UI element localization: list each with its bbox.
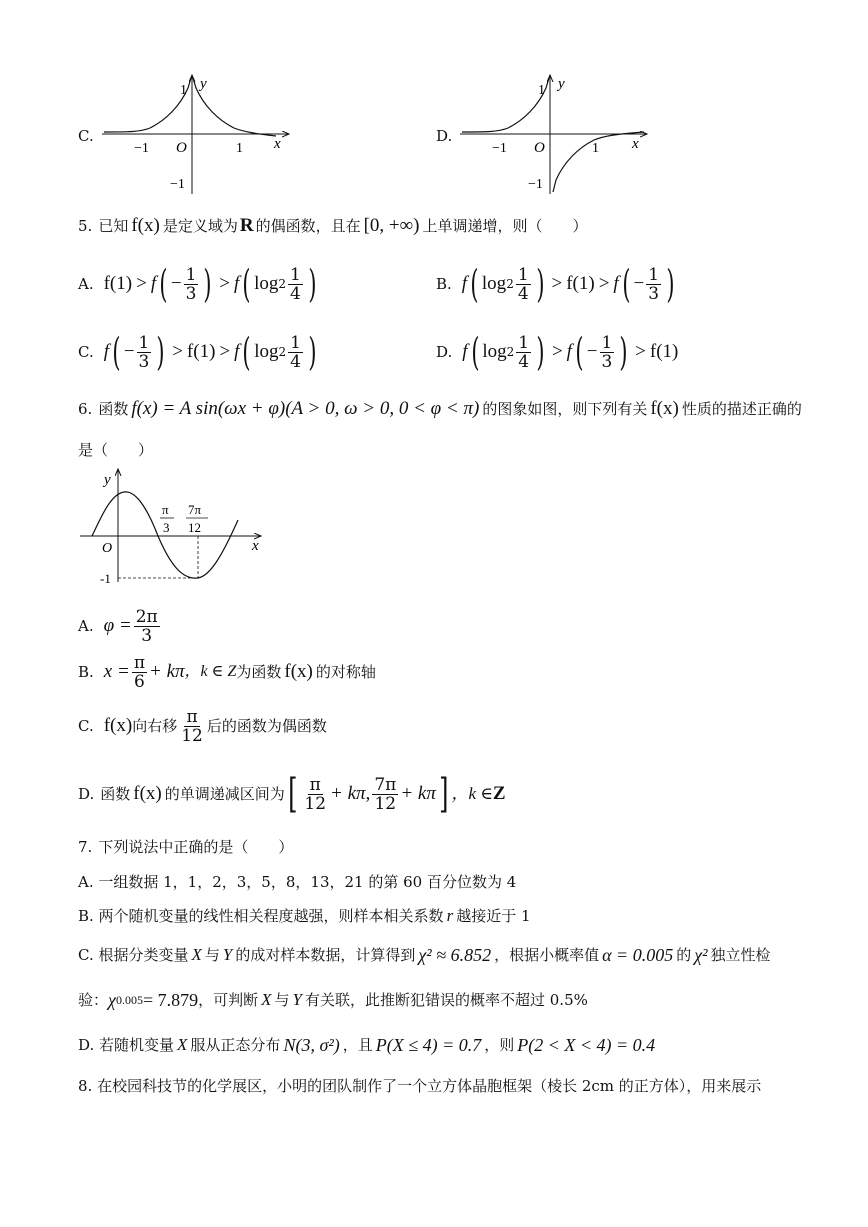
fraction-one-fourth: $\frac{1}{4}$ <box>290 264 301 304</box>
normal-distribution: N(3, σ²) <box>283 1035 340 1055</box>
neg-one-x-label: −1 <box>134 141 149 156</box>
q6-text-c: 性质的描述正确的 <box>681 400 802 418</box>
chi-subscript: 0.005 <box>115 993 143 1007</box>
critical-value: = 7.879 <box>142 990 199 1010</box>
q6-graph <box>78 464 268 588</box>
q7-option-d[interactable] <box>78 1032 658 1058</box>
option-letter: D. <box>436 343 453 361</box>
fx: f(x) <box>650 398 679 419</box>
log: log <box>481 273 507 294</box>
fraction-pi-twelfth: $\frac{\pi}{12}$ <box>181 706 203 746</box>
one-y-label: 1 <box>180 83 187 98</box>
plus-k-pi: + kπ <box>400 783 436 804</box>
real-set: R <box>239 215 254 236</box>
plus-k-pi: + kπ <box>149 661 185 682</box>
option-letter: A. <box>78 617 94 635</box>
neg-one-y-label: −1 <box>528 177 543 192</box>
var-y: Y <box>292 990 302 1009</box>
q6-text-a: 函数 <box>98 400 129 418</box>
f: f <box>461 273 468 294</box>
probability-2: P(2 < X < 4) = 0.4 <box>517 1035 656 1055</box>
neg-one-x-label: −1 <box>492 141 507 156</box>
gt: > <box>219 273 231 294</box>
gt: > <box>598 273 610 294</box>
gt: > <box>219 341 231 362</box>
chi-square-value: χ² ≈ 6.852 <box>418 945 492 965</box>
q6-stem-line2: 是（ ） <box>78 441 154 459</box>
question-number: 7. <box>78 838 93 856</box>
q7-c-text-c: ，根据小概率值 <box>494 946 600 964</box>
f-one: f(1) <box>186 341 216 362</box>
q5-text-c: 的偶函数，且在 <box>255 217 361 235</box>
q6-c-text: 向右移 <box>132 717 178 735</box>
q7-option-c-line1[interactable] <box>78 942 771 968</box>
q5-stem <box>78 214 588 238</box>
fx: f(x) <box>284 661 313 682</box>
q7-b-text-a: B. 两个随机变量的线性相关程度越强，则样本相关系数 <box>78 907 444 925</box>
q6-d-mid: 的单调递减区间为 <box>164 785 285 803</box>
q6-text-b: 的图象如图，则下列有关 <box>482 400 648 418</box>
alpha-value: α = 0.005 <box>602 945 674 965</box>
q5-option-d[interactable]: D. f ( log 2 $\frac{1}{4}$ ) > f ( − $\frac{1}{3}$ ) > f(1) <box>436 330 679 374</box>
option-letter: B. <box>436 275 452 293</box>
f-one: f(1) <box>103 273 133 294</box>
q5-option-b[interactable]: B. f ( log 2 $\frac{1}{4}$ ) > f(1) > f ( − $\frac{1}{3}$ ) <box>436 262 675 306</box>
fraction-one-third: $\frac{1}{3}$ <box>138 332 150 372</box>
q7-option-a[interactable]: A. 一组数据 1，1，2，3，5，8，13，21 的第 60 百分位数为 4 <box>78 873 517 891</box>
chi: χ <box>108 990 116 1010</box>
q4-graph-d <box>456 70 656 196</box>
f: f <box>462 341 468 362</box>
var-x: X <box>261 990 272 1009</box>
gt: > <box>635 341 646 362</box>
q7-d-text-b: 服从正态分布 <box>190 1036 281 1054</box>
gt: > <box>551 341 563 362</box>
gt: > <box>551 273 563 294</box>
f: f <box>613 273 619 294</box>
q6-option-a[interactable] <box>78 604 162 648</box>
q6-formula: f(x) = A sin(ωx + φ)(A > 0, ω > 0, 0 < φ < π) <box>131 398 480 419</box>
fx: f(x) <box>133 783 162 804</box>
q7-c-text-d: 的 <box>676 946 692 964</box>
f: f <box>234 273 240 294</box>
q5-text-d: 上单调递增，则（ ） <box>422 217 588 235</box>
var-x: X <box>191 945 202 964</box>
twelve-label: 12 <box>188 520 201 535</box>
chi-square: χ² <box>694 945 708 965</box>
q6-b-end: 的对称轴 <box>315 663 376 681</box>
x-label: x <box>632 136 639 152</box>
x-label: x <box>274 136 281 152</box>
option-letter: C. <box>78 717 94 735</box>
minus: − <box>123 341 135 362</box>
fraction-pi-sixth: $\frac{\pi}{6}$ <box>133 652 145 692</box>
q7-stem <box>78 836 293 858</box>
seven-pi-label: 7π <box>188 502 202 517</box>
q7-c2-text-a: 验： <box>78 991 109 1009</box>
fraction-pi-twelfth: $\frac{\pi}{12}$ <box>304 774 327 814</box>
q6-c-end: 后的函数为偶函数 <box>206 717 327 735</box>
one-x-label: 1 <box>236 141 243 156</box>
fx: f(x) <box>103 715 133 736</box>
q7-c-text-b: 的成对样本数据，计算得到 <box>235 946 416 964</box>
f: f <box>234 341 240 362</box>
q5-option-c[interactable]: C. f ( − $\frac{1}{3}$ ) > f(1) > f ( log 2 $\frac{1}{4}$ ) <box>78 330 317 374</box>
y-label: y <box>104 472 111 488</box>
k-in: ，k ∈ <box>451 784 493 803</box>
q7-d-text-a: D. 若随机变量 <box>78 1036 175 1054</box>
one-y-label: 1 <box>538 83 545 98</box>
fraction-one-third: $\frac{1}{3}$ <box>185 264 197 304</box>
interval: [0, +∞) <box>363 215 420 236</box>
f: f <box>150 273 157 294</box>
x-label: x <box>252 538 259 554</box>
origin-label: O <box>534 140 545 156</box>
fraction-two-pi-third: $\frac{2\pi}{3}$ <box>135 606 158 646</box>
var-r: r <box>446 906 454 925</box>
neg-one-y-label: −1 <box>170 177 185 192</box>
curve-left <box>104 78 191 132</box>
minus: − <box>633 273 645 294</box>
y-label: y <box>558 76 565 92</box>
k-in-z: ，k ∈ Z <box>184 663 237 680</box>
curve-left <box>462 78 549 132</box>
phi-eq: φ = <box>103 615 132 636</box>
f-one: f(1) <box>649 341 679 362</box>
question-number: 6. <box>78 400 93 418</box>
q5-text-a: 已知 <box>98 217 129 235</box>
q5-option-a[interactable]: A. f(1) > f ( − $\frac{1}{3}$ ) > f ( log 2 $\frac{1}{4}$ ) <box>78 262 317 306</box>
one-x-label: 1 <box>592 141 599 156</box>
q7-d-text-d: ，则 <box>484 1036 515 1054</box>
q7-c2-text-b: ，可判断 <box>198 991 259 1009</box>
f: f <box>103 341 109 362</box>
fraction-one-fourth: $\frac{1}{4}$ <box>517 264 529 304</box>
log: log <box>482 341 507 362</box>
option-letter: B. <box>78 663 94 681</box>
and: 与 <box>204 946 220 964</box>
question-number: 5. <box>78 217 93 235</box>
f-one: f(1) <box>566 273 595 294</box>
log: log <box>254 273 279 294</box>
q6-option-c[interactable] <box>78 704 327 748</box>
q7-c-text-e: 独立性检 <box>710 946 771 964</box>
plus-k-pi: + kπ, <box>330 783 371 804</box>
q7-d-text-c: ，且 <box>342 1036 373 1054</box>
q6-b-text: 为函数 <box>236 663 282 681</box>
three-label: 3 <box>163 520 170 535</box>
neg-one-label: -1 <box>100 571 111 586</box>
gt: > <box>136 273 147 294</box>
q4-option-c-label: C. <box>78 127 94 145</box>
q7-text: 下列说法中正确的是（ ） <box>98 838 294 856</box>
fraction-one-third: $\frac{1}{3}$ <box>648 264 660 304</box>
probability-1: P(X ≤ 4) = 0.7 <box>375 1035 482 1055</box>
origin-label: O <box>102 541 113 556</box>
option-letter: D. <box>78 785 95 803</box>
f: f <box>566 341 572 362</box>
y-label: y <box>200 76 207 92</box>
q5-text-b: 是定义域为 <box>162 217 238 235</box>
q4-graph-c <box>98 70 298 196</box>
and: 与 <box>274 991 290 1009</box>
q7-c-text-a: C. 根据分类变量 <box>78 946 189 964</box>
fraction-one-fourth: $\frac{1}{4}$ <box>518 332 530 372</box>
var-x: X <box>177 1035 188 1054</box>
fraction-seven-pi-twelfth: $\frac{7\pi}{12}$ <box>374 774 397 814</box>
fx: f(x) <box>131 215 160 236</box>
q7-option-c-line2 <box>78 988 588 1012</box>
q7-option-b[interactable] <box>78 905 531 927</box>
origin-label: O <box>176 140 187 156</box>
q8-stem: 8. 在校园科技节的化学展区，小明的团队制作了一个立方体晶胞框架（棱长 2cm 的正方体），用来展示 <box>78 1077 762 1095</box>
q7-c2-text-c: 有关联，此推断犯错误的概率不超过 0.5% <box>304 991 588 1009</box>
q4-option-d-label: D. <box>436 127 453 145</box>
minus: − <box>170 273 182 294</box>
gt: > <box>172 341 183 362</box>
pi-label: π <box>162 502 169 517</box>
integer-set: Z <box>492 783 506 804</box>
option-letter: C. <box>78 343 94 361</box>
q6-stem-line1 <box>78 396 802 422</box>
q6-option-d[interactable]: D. 函数 f(x) 的单调递减区间为 [ $\frac{\pi}{12}$ + kπ, $\frac{7\pi}{12}$ + kπ ] ，k ∈ Z <box>78 771 506 817</box>
q6-d-text: 函数 <box>100 785 131 803</box>
fraction-one-third: $\frac{1}{3}$ <box>601 332 613 372</box>
option-letter: A. <box>78 275 94 293</box>
x-eq: x = <box>103 661 130 682</box>
q6-option-b[interactable] <box>78 650 376 694</box>
q7-b-text-b: 越接近于 1 <box>456 907 531 925</box>
fraction-one-fourth: $\frac{1}{4}$ <box>290 332 301 372</box>
var-y: Y <box>222 945 233 964</box>
minus: − <box>586 341 598 362</box>
log: log <box>254 341 279 362</box>
